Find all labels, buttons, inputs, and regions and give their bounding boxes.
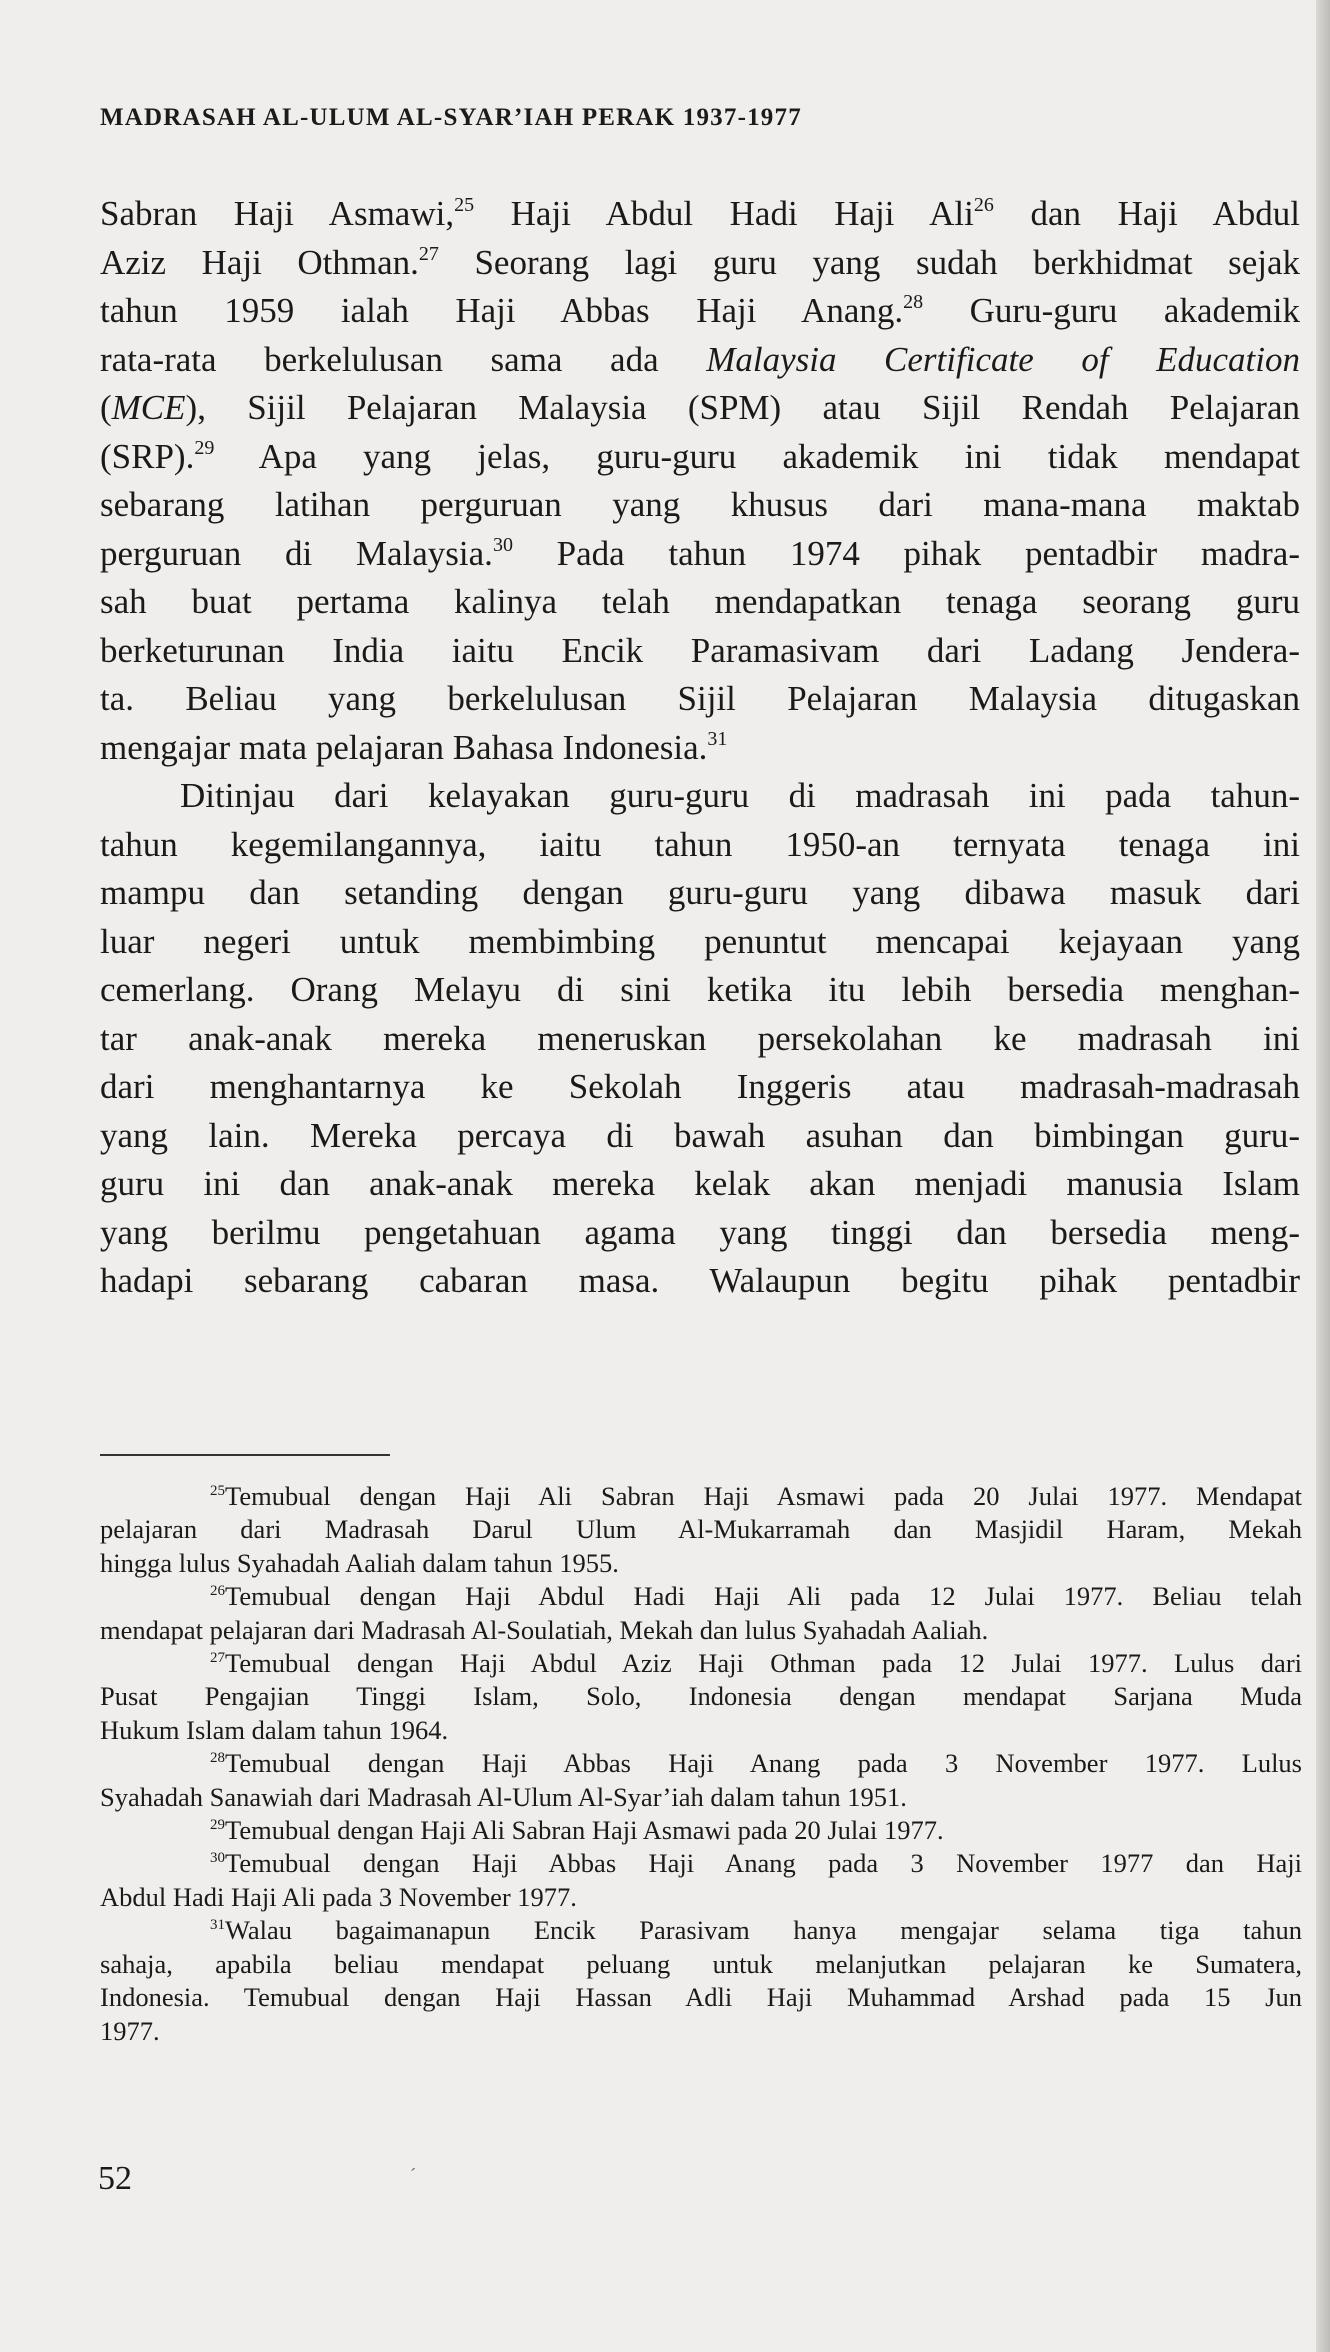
page-edge [1316,0,1330,2352]
text-line: ta. Beliau yang berkelulusan Sijil Pelajaran Malaysia ditugaskan [100,679,1300,718]
footnote-ref[interactable]: 27 [418,242,439,265]
footnote-line: Syahadah Sanawiah dari Madrasah Al-Ulum Al-Syar’iah dalam tahun 1951. [100,1781,907,1812]
text-line: mampu dan setanding dengan guru-guru yang dibawa masuk dari [100,873,1300,912]
text-line: mengajar mata pelajaran Bahasa Indonesia.$^{31}$ [100,727,728,767]
footnote-ref[interactable]: 29 [194,436,215,459]
text-line: sah buat pertama kalinya telah mendapatkan tenaga seorang guru [100,582,1300,621]
footnote-ref[interactable]: 31 [707,727,728,750]
footnote-ref[interactable]: 25 [454,194,475,216]
footnote-number: 30 [210,1850,225,1867]
footnote-number: 31 [210,1917,225,1934]
footnote-ref[interactable]: 30 [492,533,513,556]
footnote-number: 27 [210,1650,225,1667]
paragraph-2 [100,772,1300,1306]
footnote-line: $^{29}$Temubual dengan Haji Ali Sabran Haji Asmawi pada 20 Julai 1977. [210,1815,944,1846]
footnote-line: $^{28}$Temubual dengan Haji Abbas Haji Anang pada 3 November 1977. Lulus [210,1748,1302,1779]
footnote-line: $^{25}$Temubual dengan Haji Ali Sabran Haji Asmawi pada 20 Julai 1977. Mendapat [210,1481,1302,1511]
footnote-line: sahaja, apabila beliau mendapat peluang untuk melanjutkan pelajaran ke Sumatera, [100,1948,1302,1979]
text-line: hadapi sebarang cabaran masa. Walaupun begitu pihak pentadbir [100,1261,1300,1300]
text-line: luar negeri untuk membimbing penuntut mencapai kejayaan yang [100,921,1300,961]
text-line: tar anak-anak mereka meneruskan persekolahan ke madrasah ini [100,1018,1300,1058]
footnote-line: Pusat Pengajian Tinggi Islam, Solo, Indonesia dengan mendapat Sarjana Muda [100,1681,1302,1712]
footnote-27 [100,1647,1302,1747]
footnote-29 [100,1814,1302,1847]
footnote-line: mendapat pelajaran dari Madrasah Al-Soulatiah, Mekah dan lulus Syahadah Aaliah. [100,1614,989,1645]
page-number: 52 [98,2160,132,2197]
text-line: berketurunan India iaitu Encik Paramasivam dari Ladang Jendera- [100,630,1300,670]
text-line: tahun 1959 ialah Haji Abbas Haji Anang.$^{28}$ Guru-guru akademik [100,291,1300,330]
footnote-line: hingga lulus Syahadah Aaliah dalam tahun 1955. [100,1547,619,1578]
footnote-line: Abdul Hadi Haji Ali pada 3 November 1977. [100,1881,577,1912]
text-line: Aziz Haji Othman.$^{27}$ Seorang lagi guru yang sudah berkhidmat sejak [100,242,1300,282]
footnote-number: 25 [210,1483,225,1499]
footnote-ref[interactable]: 26 [973,194,994,216]
footnote-line: pelajaran dari Madrasah Darul Ulum Al-Mukarramah dan Masjidil Haram, Mekah [100,1514,1302,1545]
footnote-31 [100,1914,1302,2048]
text-line: Sabran Haji Asmawi,$^{25}$ Haji Abdul Hadi Haji Ali$^{26}$ dan Haji Abdul [100,194,1300,233]
text-line: (MCE), Sijil Pelajaran Malaysia (SPM) atau Sijil Rendah Pelajaran [100,388,1300,427]
body-text [100,190,1300,1306]
footnote-line: Indonesia. Temubual dengan Haji Hassan Adli Haji Muhammad Arshad pada 15 Jun [100,1982,1302,2013]
footnote-line: $^{26}$Temubual dengan Haji Abdul Hadi Haji Ali pada 12 Julai 1977. Beliau telah [210,1581,1302,1612]
text-line: rata-rata berkelulusan sama ada Malaysia Certificate of Education [100,339,1300,379]
text-line: tahun kegemilangannya, iaitu tahun 1950-an ternyata tenaga ini [100,824,1300,864]
footnote-divider [100,1454,390,1456]
footnote-line: Hukum Islam dalam tahun 1964. [100,1714,449,1745]
text-line: (SRP).$^{29}$ Apa yang jelas, guru-guru akademik ini tidak mendapat [100,436,1300,476]
footnotes [100,1480,1302,2048]
paragraph-1 [100,190,1300,772]
footnote-28 [100,1747,1302,1814]
footnote-line: $^{27}$Temubual dengan Haji Abdul Aziz Haji Othman pada 12 Julai 1977. Lulus dari [210,1648,1302,1679]
italic-title: Malaysia Certificate of Education [706,339,1300,379]
text-line: cemerlang. Orang Melayu di sini ketika itu lebih bersedia menghan- [100,970,1300,1009]
text-line: dari menghantarnya ke Sekolah Inggeris atau madrasah-madrasah [100,1067,1300,1106]
text-line: guru ini dan anak-anak mereka kelak akan menjadi manusia Islam [100,1164,1300,1203]
footnote-number: 26 [210,1583,225,1600]
stray-mark: ´ [410,2165,416,2185]
footnote-ref[interactable]: 28 [903,291,924,313]
footnote-30 [100,1847,1302,1914]
footnote-number: 28 [210,1750,225,1767]
footnote-26 [100,1580,1302,1647]
text-line: perguruan di Malaysia.$^{30}$ Pada tahun 1974 pihak pentadbir madra- [100,533,1300,573]
footnote-25 [100,1480,1302,1580]
footnote-line: $^{31}$Walau bagaimanapun Encik Parasivam hanya mengajar selama tiga tahun [210,1915,1302,1946]
running-head: MADRASAH AL-ULUM AL-SYAR’IAH PERAK 1937-1977 [100,104,802,131]
footnote-line: $^{30}$Temubual dengan Haji Abbas Haji Anang pada 3 November 1977 dan Haji [210,1848,1302,1879]
text-line: sebarang latihan perguruan yang khusus dari mana-mana maktab [100,485,1300,524]
italic-abbrev: MCE [111,388,186,427]
text-line: yang berilmu pengetahuan agama yang tinggi dan bersedia meng- [100,1212,1300,1252]
text-line: Ditinjau dari kelayakan guru-guru di madrasah ini pada tahun- [180,776,1300,815]
text-line: yang lain. Mereka percaya di bawah asuhan dan bimbingan guru- [100,1115,1300,1155]
footnote-line: 1977. [100,2015,160,2046]
footnote-number: 29 [210,1817,225,1834]
